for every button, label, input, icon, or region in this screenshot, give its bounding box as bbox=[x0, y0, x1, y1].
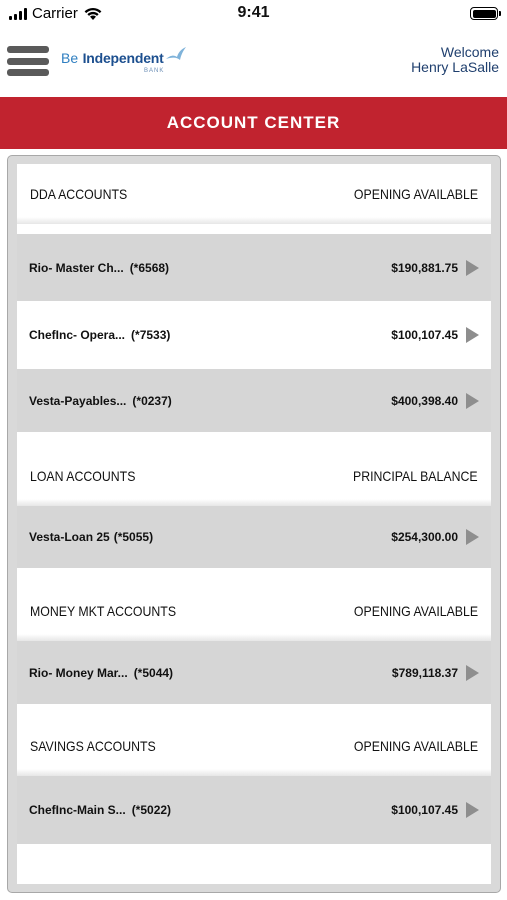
logo-independent-text: Independent bbox=[82, 50, 164, 66]
account-name: Vesta-Loan 25 bbox=[29, 530, 110, 544]
welcome-message bbox=[411, 45, 499, 75]
account-balance: $254,300.00 bbox=[391, 530, 458, 544]
accounts-panel bbox=[7, 155, 501, 893]
account-row[interactable] bbox=[17, 301, 491, 369]
chevron-right-icon bbox=[466, 665, 479, 681]
section-header-dda bbox=[17, 164, 491, 224]
account-balance: $400,398.40 bbox=[391, 393, 458, 408]
bird-logo-icon bbox=[165, 46, 187, 64]
welcome-label: Welcome bbox=[440, 44, 499, 60]
section-header-money-market bbox=[17, 581, 491, 641]
section-column-label: OPENING AVAILABLE bbox=[353, 186, 478, 202]
account-number: (*5022) bbox=[131, 803, 172, 817]
chevron-right-icon bbox=[466, 393, 479, 409]
user-name: Henry LaSalle bbox=[411, 59, 499, 75]
section-title: DDA ACCOUNTS bbox=[30, 186, 128, 202]
account-name: Rio- Money Mar... bbox=[29, 665, 128, 680]
account-number: (*5055) bbox=[113, 530, 154, 544]
status-bar bbox=[0, 0, 507, 28]
account-row[interactable] bbox=[17, 234, 491, 301]
chevron-right-icon bbox=[466, 802, 479, 818]
account-number: (*0237) bbox=[132, 393, 172, 408]
account-number: (*5044) bbox=[133, 665, 174, 680]
account-row[interactable] bbox=[17, 506, 491, 568]
accounts-list bbox=[17, 164, 491, 884]
section-column-label: OPENING AVAILABLE bbox=[353, 603, 478, 619]
account-name: ChefInc- Opera... bbox=[29, 328, 126, 342]
account-name: Vesta-Payables... bbox=[29, 393, 127, 408]
account-row[interactable] bbox=[17, 776, 491, 844]
menu-icon[interactable] bbox=[7, 46, 49, 76]
page-title: ACCOUNT CENTER bbox=[166, 113, 341, 132]
account-center-banner bbox=[0, 97, 507, 149]
section-header-savings bbox=[17, 716, 491, 776]
account-balance: $100,107.45 bbox=[391, 328, 458, 342]
account-row[interactable] bbox=[17, 641, 491, 704]
app-header bbox=[0, 38, 507, 88]
account-balance: $789,118.37 bbox=[391, 665, 458, 680]
chevron-right-icon bbox=[466, 327, 479, 343]
bank-logo bbox=[61, 50, 164, 76]
account-balance: $190,881.75 bbox=[391, 260, 458, 275]
section-column-label: PRINCIPAL BALANCE bbox=[353, 468, 478, 484]
section-header-loan bbox=[17, 446, 491, 506]
carrier-label: Carrier bbox=[32, 5, 78, 22]
account-row[interactable] bbox=[17, 369, 491, 432]
account-number: (*6568) bbox=[129, 260, 170, 275]
logo-be-text: Be bbox=[61, 50, 79, 66]
battery-icon bbox=[470, 7, 498, 20]
clock: 9:41 bbox=[237, 4, 270, 21]
section-title: LOAN ACCOUNTS bbox=[30, 468, 136, 484]
section-title: MONEY MKT ACCOUNTS bbox=[30, 603, 177, 619]
section-column-label: OPENING AVAILABLE bbox=[353, 738, 478, 754]
section-title: SAVINGS ACCOUNTS bbox=[30, 738, 156, 754]
account-name: ChefInc-Main S... bbox=[29, 803, 126, 817]
account-number: (*7533) bbox=[131, 328, 171, 342]
chevron-right-icon bbox=[466, 529, 479, 545]
account-name: Rio- Master Ch... bbox=[29, 260, 124, 275]
account-balance: $100,107.45 bbox=[391, 803, 458, 817]
logo-bank-text: BANK bbox=[144, 68, 165, 74]
chevron-right-icon bbox=[466, 260, 479, 276]
